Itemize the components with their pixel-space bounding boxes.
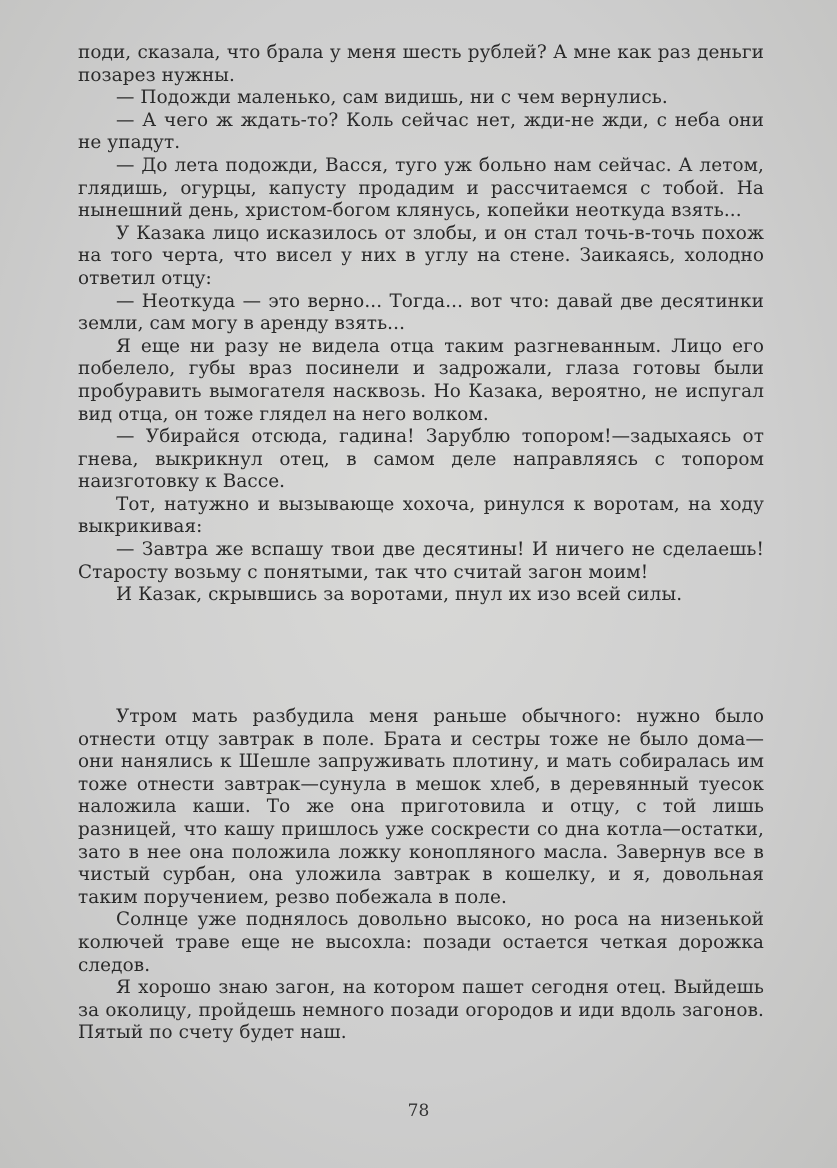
- paragraph: — Неоткуда — это верно... Тогда... вот что: давай две десятинки земли, сам могу в аренду взять...: [78, 290, 764, 335]
- paragraph: Утром мать разбудила меня раньше обычного: нужно было отнести отцу завтрак в поле. Брата и сестры тоже не было дома—они нанялись к Шешле запруживать плотину, и мать собиралась им тоже отнести завтрак—сунула в мешок хлеб, в деревянный туесок наложила каши. То же она приготовила и отцу, с той лишь разницей, что кашу пришлось уже соскрести со дна котла—остатки, зато в нее она положила ложку конопляного масла. Завернув все в чистый сурбан, она уложила завтрак в кошелку, и я, довольная таким поручением, резво побежала в поле.: [78, 706, 764, 908]
- text-section-1: [78, 42, 764, 607]
- page-number: 78: [407, 1101, 430, 1121]
- paragraph: Солнце уже поднялось довольно высоко, но роса на низенькой колючей траве еще не высохла: позади остается четкая дорожка следов.: [78, 909, 764, 976]
- paragraph: Я еще ни разу не видела отца таким разгневанным. Лицо его побелело, губы враз посинели и задрожали, глаза готовы были пробуравить вымогателя насквозь. Но Казака, вероятно, не испугал вид отца, он тоже глядел на него волком.: [78, 335, 764, 425]
- paragraph: — А чего ж ждать-то? Коль сейчас нет, жди-не жди, с неба они не упадут.: [78, 109, 764, 154]
- paragraph: Я хорошо знаю загон, на котором пашет сегодня отец. Выйдешь за околицу, пройдешь немного позади огородов и иди вдоль загонов. Пятый по счету будет наш.: [78, 977, 764, 1044]
- text-section-2: [78, 706, 764, 1045]
- paragraph: — Завтра же вспашу твои две десятины! И ничего не сделаешь! Старосту возьму с понятыми, так что считай загон моим!: [78, 539, 764, 583]
- paragraph: — Подожди маленько, сам видишь, ни с чем вернулись.: [116, 87, 668, 109]
- paragraph: И Казак, скрывшись за воротами, пнул их изо всей силы.: [116, 584, 683, 606]
- paragraph: — До лета подожди, Васся, туго уж больно нам сейчас. А летом, глядишь, огурцы, капусту продадим и рассчитаемся с тобой. На нынешний день, христом-богом клянусь, копейки неоткуда взять...: [78, 154, 764, 222]
- paragraph: поди, сказала, что брала у меня шесть рублей? А мне как раз деньги позарез нужны.: [78, 42, 764, 86]
- paragraph: У Казака лицо исказилось от злобы, и он стал точь-в-точь похож на того черта, что висел у них в углу на стене. Заикаясь, холодно ответил отцу:: [78, 222, 764, 289]
- paragraph: Тот, натужно и вызывающе хохоча, ринулся к воротам, на ходу выкрикивая:: [78, 493, 764, 538]
- paragraph: — Убирайся отсюда, гадина! Зарублю топором!—задыхаясь от гнева, выкрикнул отец, в самом деле направляясь с топором наизготовку к Вассе.: [78, 426, 764, 493]
